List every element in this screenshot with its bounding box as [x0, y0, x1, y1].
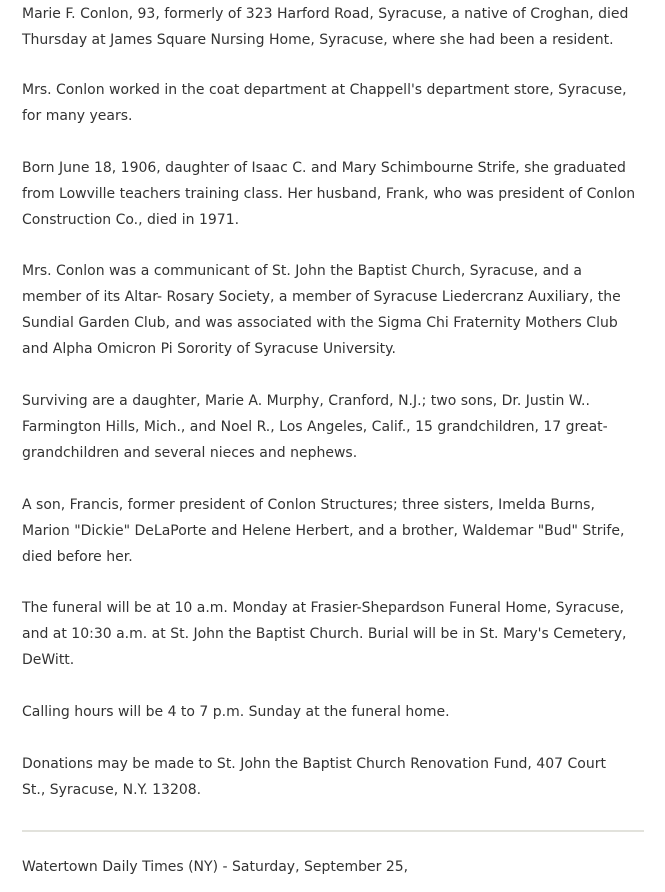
paragraph-funeral: The funeral will be at 10 a.m. Monday at Frasier-Shepardson Funeral Home, Syracuse, and at 10:30 a.m. at St. John the Baptist Church. Burial will be in St. Mary's Cemetery, DeWitt. — [22, 600, 627, 668]
section-divider — [22, 830, 644, 832]
paragraph-survivors: Surviving are a daughter, Marie A. Murphy, Cranford, N.J.; two sons, Dr. Justin W.. Farmington Hills, Mich., and Noel R., Los Angeles, Calif., 15 grandchildren, 17 great- grandchildren and several nieces and nephews. — [22, 393, 608, 461]
paragraph-calling-hours: Calling hours will be 4 to 7 p.m. Sunday at the funeral home. — [22, 704, 450, 720]
paragraph-biography: Born June 18, 1906, daughter of Isaac C. and Mary Schimbourne Strife, she graduated from Lowville teachers training class. Her husband, Frank, who was president of Conlon Construction Co., died in 1971. — [22, 160, 636, 228]
paragraph-death-notice: Marie F. Conlon, 93, formerly of 323 Harford Road, Syracuse, a native of Croghan, died Thursday at James Square Nursing Home, Syracuse, where she had been a resident. — [22, 6, 629, 48]
paragraph-employment: Mrs. Conlon worked in the coat department at Chappell's department store, Syracuse, for many years. — [22, 82, 627, 124]
source-citation: Watertown Daily Times (NY) - Saturday, September 25, — [22, 859, 409, 875]
paragraph-donations: Donations may be made to St. John the Baptist Church Renovation Fund, 407 Court St., Syracuse, N.Y. 13208. — [22, 756, 606, 798]
paragraph-affiliations: Mrs. Conlon was a communicant of St. John the Baptist Church, Syracuse, and a member of its Altar- Rosary Society, a member of Syracuse Liedercranz Auxiliary, the Sundial Garden Club, and was associated with the Sigma Chi Fraternity Mothers Club and Alpha Omicron Pi Sorority of Syracuse University. — [22, 263, 621, 357]
paragraph-predeceased: A son, Francis, former president of Conlon Structures; three sisters, Imelda Burns, Marion "Dickie" DeLaPorte and Helene Herbert, and a brother, Waldemar "Bud" Strife, died before her. — [22, 497, 625, 565]
